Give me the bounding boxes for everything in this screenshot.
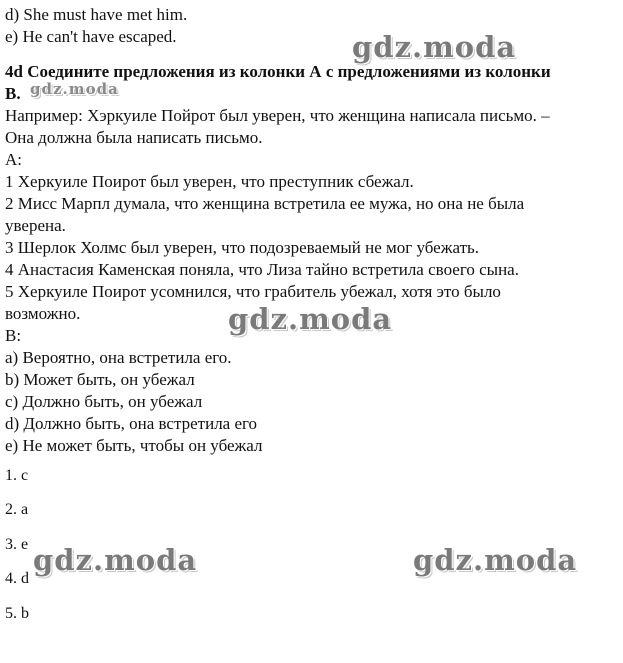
answer-item: 5. b (5, 605, 29, 622)
column-a-item: 3 Шерлок Холмс был уверен, что подозреваемый не мог убежать. (5, 238, 479, 257)
example-text-cont: Она должна была написать письмо. (5, 128, 263, 147)
watermark: gdz.moda (228, 302, 393, 336)
watermark: gdz.moda (352, 30, 517, 64)
watermark: gdz.moda (413, 543, 578, 577)
column-b-item: b) Может быть, он убежал (5, 370, 195, 389)
text-line: e) He can't have escaped. (5, 27, 177, 46)
answer-item: 2. a (5, 501, 29, 518)
column-a-item-cont: возможно. (5, 304, 81, 323)
answer-item: 1. c (5, 467, 29, 484)
watermark: gdz.moda (33, 543, 198, 577)
column-a-item: 5 Херкуиле Поирот усомнился, что грабитель убежал, хотя это было (5, 282, 501, 301)
answer-item: 3. e (5, 536, 29, 553)
exercise-heading-cont: В. (5, 84, 21, 103)
column-b-item: d) Должно быть, она встретила его (5, 414, 258, 433)
column-b-item: a) Вероятно, она встретила его. (5, 348, 232, 367)
exercise-heading: 4d Соедините предложения из колонки А с предложениями из колонки (5, 62, 551, 81)
example-text: Например: Хэркуиле Пойрот был уверен, что женщина написала письмо. – (5, 106, 550, 125)
column-a-item-cont: уверена. (5, 216, 66, 235)
column-a-item: 2 Мисс Марпл думала, что женщина встретила ее мужа, но она не была (5, 194, 525, 213)
column-b-item: e) Не может быть, чтобы он убежал (5, 436, 263, 455)
text-line: d) She must have met him. (5, 5, 188, 24)
column-a-item: 4 Анастасия Каменская поняла, что Лиза тайно встретила своего сына. (5, 260, 519, 279)
column-a-item: 1 Херкуиле Поирот был уверен, что преступник сбежал. (5, 172, 414, 191)
column-b-label: В: (5, 326, 22, 345)
column-a-label: А: (5, 150, 22, 169)
column-b-item: c) Должно быть, он убежал (5, 392, 203, 411)
answer-item: 4. d (5, 570, 29, 587)
watermark: gdz.moda (30, 80, 119, 98)
